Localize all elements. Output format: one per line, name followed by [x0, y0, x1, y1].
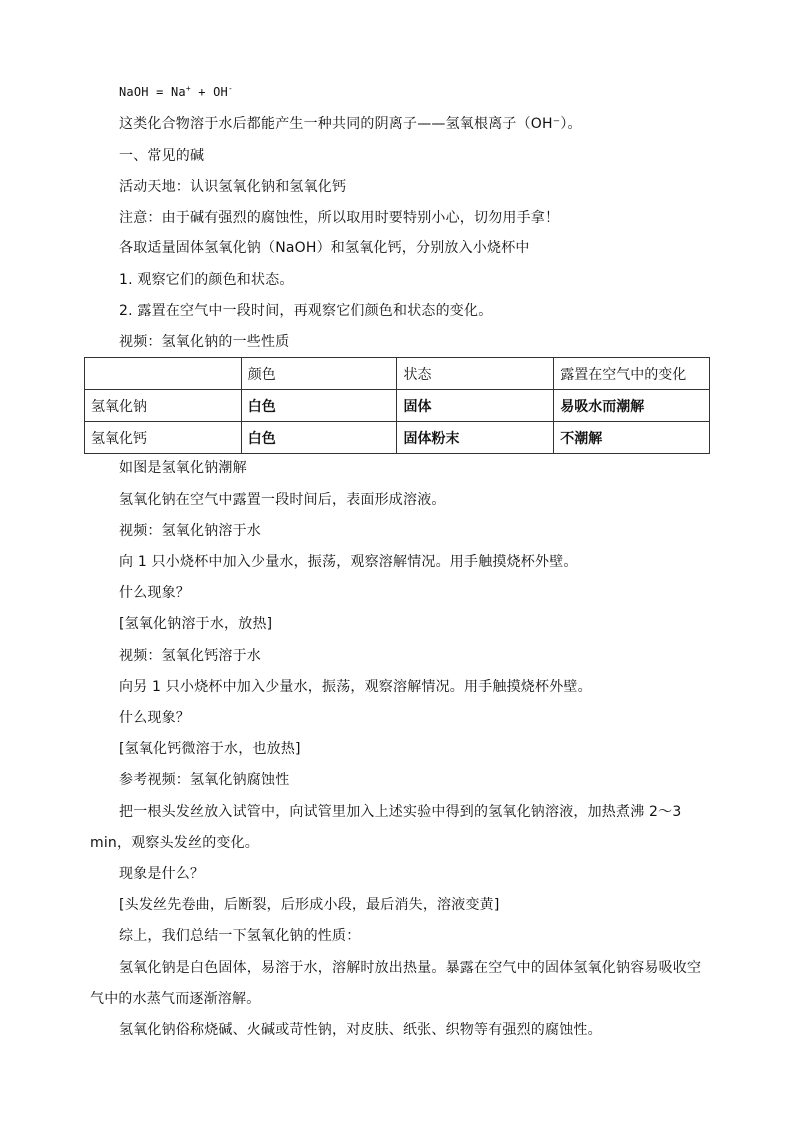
- reference-video-corrosion: 参考视频：氢氧化钠腐蚀性: [119, 772, 290, 788]
- table-cell: 白色: [241, 422, 397, 454]
- table-cell: 固体: [397, 390, 554, 422]
- equation-mid: + OH: [190, 85, 228, 99]
- table-header-row: [85, 358, 710, 390]
- video-naoh-dissolve: 视频：氢氧化钠溶于水: [119, 523, 261, 539]
- step-2: 2. 露置在空气中一段时间，再观察它们颜色和状态的变化。: [119, 303, 493, 319]
- table-cell: 不潮解: [554, 422, 710, 454]
- answer-caoh2-exothermic: [氢氧化钙微溶于水，也放热]: [119, 741, 301, 757]
- equation-sup-minus: -: [227, 84, 234, 93]
- table-cell: 氢氧化钠: [85, 390, 242, 422]
- table-header-cell: 状态: [397, 358, 554, 390]
- ionization-equation: [119, 82, 233, 102]
- table-row: [85, 422, 710, 454]
- activity-title: 活动天地：认识氢氧化钠和氢氧化钙: [119, 179, 347, 195]
- question-phenomenon-1: 什么现象？: [119, 585, 190, 601]
- table-header-cell: 颜色: [241, 358, 397, 390]
- table-header-cell: [85, 358, 242, 390]
- answer-hair-dissolves: [头发丝先卷曲，后断裂，后形成小段，最后消失，溶液变黄]: [119, 897, 500, 913]
- table-header-cell: 露置在空气中的变化: [554, 358, 710, 390]
- question-phenomenon-2: 什么现象？: [119, 710, 190, 726]
- paragraph-hydroxide-ion: 这类化合物溶于水后都能产生一种共同的阴离子——氢氧根离子（OH⁻）。: [119, 116, 582, 132]
- question-phenomenon-3: 现象是什么？: [119, 866, 205, 882]
- paragraph-naoh-properties: 氢氧化钠是白色固体，易溶于水，溶解时放出热量。暴露在空气中的固体氢氧化钠容易吸收空气中的水蒸气而逐渐溶解。: [90, 960, 702, 1007]
- table-cell: 氢氧化钙: [85, 422, 242, 454]
- answer-naoh-exothermic: [氢氧化钠溶于水，放热]: [119, 616, 273, 632]
- procedure-naoh-dissolve: 向 1 只小烧杯中加入少量水，振荡，观察溶解情况。用手触摸烧杯外壁。: [119, 554, 578, 570]
- table-cell: 易吸水而潮解: [554, 390, 710, 422]
- table-row: [85, 390, 710, 422]
- summary-intro: 综上，我们总结一下氢氧化钠的性质：: [119, 928, 361, 944]
- procedure-intro: 各取适量固体氢氧化钠（NaOH）和氢氧化钙，分别放入小烧杯中: [119, 240, 530, 256]
- equation-sup-plus: +: [185, 84, 191, 93]
- properties-table: [84, 357, 710, 454]
- section-heading-common-bases: 一、常见的碱: [119, 148, 205, 164]
- step-1: 1. 观察它们的颜色和状态。: [119, 272, 294, 288]
- video-caoh2-dissolve: 视频：氢氧化钙溶于水: [119, 648, 261, 664]
- paragraph-hair-experiment: 把一根头发丝放入试管中，向试管里加入上述实验中得到的氢氧化钠溶液，加热煮沸 2～3 min，观察头发丝的变化。: [90, 804, 682, 851]
- figure-caption: 如图是氢氧化钠潮解: [119, 460, 247, 476]
- video-naoh-properties: 视频：氢氧化钠的一些性质: [119, 334, 290, 350]
- safety-note: 注意：由于碱有强烈的腐蚀性，所以取用时要特别小心，切勿用手拿！: [119, 210, 560, 226]
- paragraph-naoh-names: 氢氧化钠俗称烧碱、火碱或苛性钠，对皮肤、纸张、织物等有强烈的腐蚀性。: [119, 1022, 602, 1038]
- procedure-caoh2-dissolve: 向另 1 只小烧杯中加入少量水，振荡，观察溶解情况。用手触摸烧杯外壁。: [119, 679, 592, 695]
- paragraph-deliquescence: 氢氧化钠在空气中露置一段时间后，表面形成溶液。: [119, 492, 446, 508]
- equation-lhs: NaOH = Na: [119, 85, 186, 99]
- table-cell: 固体粉末: [397, 422, 554, 454]
- table-cell: 白色: [241, 390, 397, 422]
